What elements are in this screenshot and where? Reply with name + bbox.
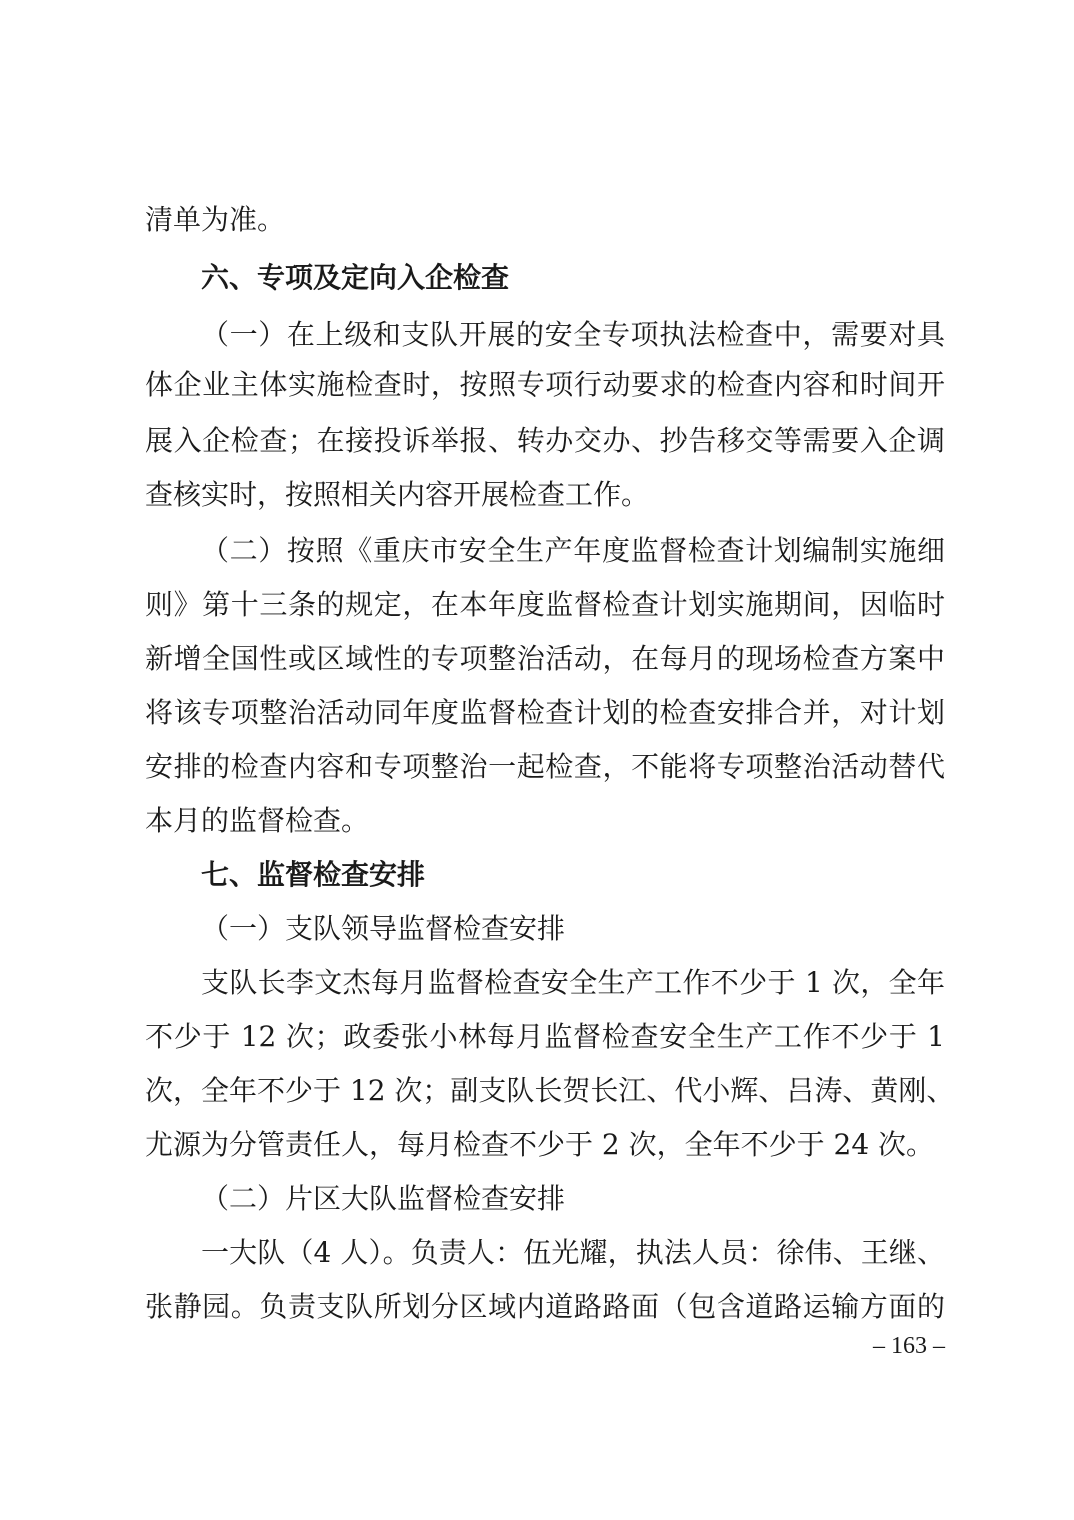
text-line: 张静园。负责支队所划分区域内道路路面（包含道路运输方面的 bbox=[145, 1290, 945, 1323]
text-line: 一大队（4 人）。负责人：伍光耀，执法人员：徐伟、王继、 bbox=[201, 1236, 945, 1269]
text-line: （二）按照《重庆市安全生产年度监督检查计划编制实施细 bbox=[201, 534, 945, 567]
text-line: 体企业主体实施检查时，按照专项行动要求的检查内容和时间开 bbox=[145, 368, 945, 401]
text-line: 尤源为分管责任人，每月检查不少于 2 次，全年不少于 24 次。 bbox=[145, 1128, 935, 1161]
text-line: 安排的检查内容和专项整治一起检查，不能将专项整治活动替代 bbox=[145, 750, 945, 783]
section-heading: 六、专项及定向入企检查 bbox=[201, 261, 510, 294]
text-line: 则》第十三条的规定，在本年度监督检查计划实施期间，因临时 bbox=[145, 588, 945, 621]
text-line: 清单为准。 bbox=[145, 203, 286, 236]
subsection-heading: （一）支队领导监督检查安排 bbox=[201, 912, 566, 945]
subsection-heading: （二）片区大队监督检查安排 bbox=[201, 1182, 566, 1215]
text-line: 次，全年不少于 12 次；副支队长贺长江、代小辉、吕涛、黄刚、 bbox=[145, 1074, 955, 1107]
section-heading: 七、监督检查安排 bbox=[201, 858, 426, 891]
text-line: 展入企检查；在接投诉举报、转办交办、抄告移交等需要入企调 bbox=[145, 424, 945, 457]
text-line: 查核实时，按照相关内容开展检查工作。 bbox=[145, 478, 650, 511]
text-line: （一）在上级和支队开展的安全专项执法检查中，需要对具 bbox=[201, 318, 945, 351]
text-line: 新增全国性或区域性的专项整治活动，在每月的现场检查方案中 bbox=[145, 642, 945, 675]
page-number: – 163 – bbox=[873, 1333, 945, 1359]
text-line: 不少于 12 次；政委张小林每月监督检查安全生产工作不少于 1 bbox=[145, 1020, 945, 1053]
text-line: 将该专项整治活动同年度监督检查计划的检查安排合并，对计划 bbox=[145, 696, 945, 729]
text-line: 支队长李文杰每月监督检查安全生产工作不少于 1 次，全年 bbox=[201, 966, 945, 999]
text-line: 本月的监督检查。 bbox=[145, 804, 370, 837]
